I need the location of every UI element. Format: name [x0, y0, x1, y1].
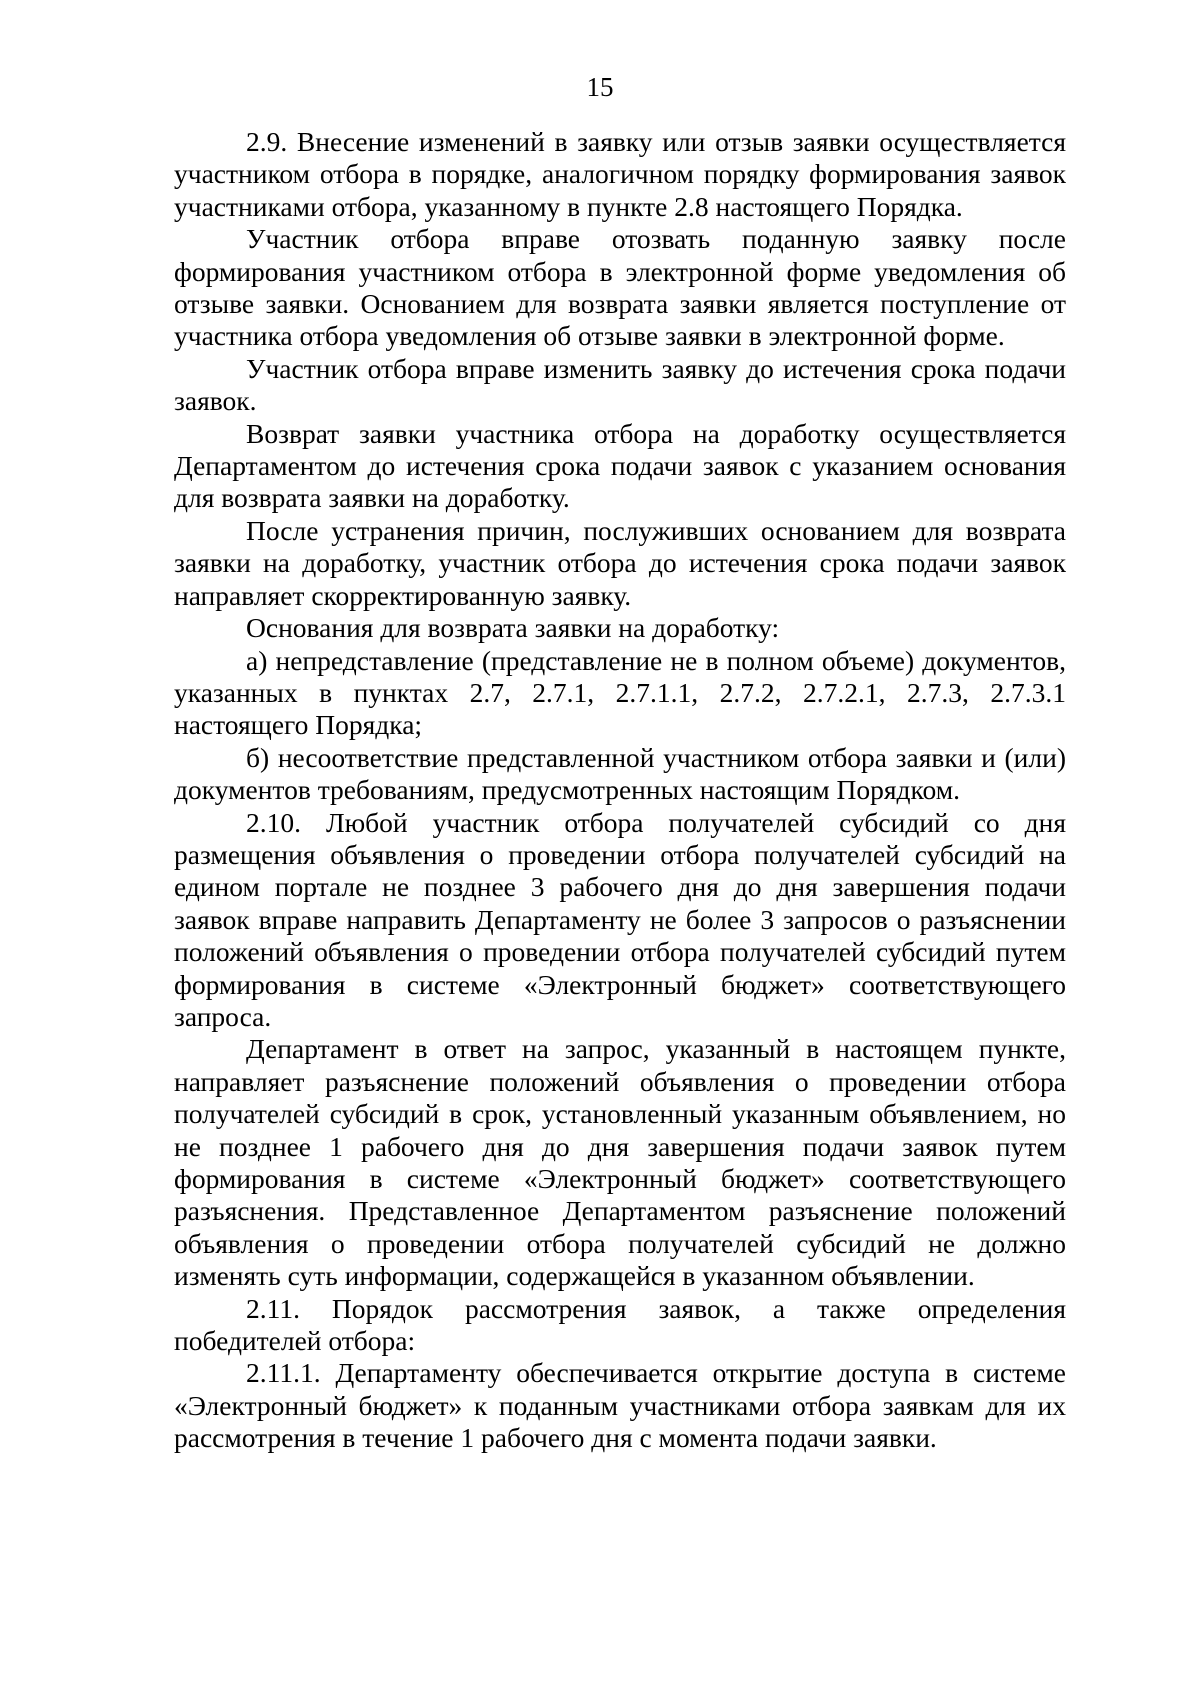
document-body [174, 126, 1066, 1455]
paragraph-2-11-1: 2.11.1. Департаменту обеспечивается открытие доступа в системе «Электронный бюджет» к поданным участниками отбора заявкам для их рассмотрения в течение 1 рабочего дня с момента подачи заявки. [174, 1357, 1066, 1454]
page-number: 15 [586, 72, 614, 102]
paragraph-withdraw-application: Участник отбора вправе отозвать поданную заявку после формирования участником отбора в электронной форме уведомления об отзыве заявки. Основанием для возврата заявки является поступление от участника отбора уведомления об отзыве заявки в электронной форме. [174, 223, 1066, 352]
paragraph-change-application: Участник отбора вправе изменить заявку до истечения срока подачи заявок. [174, 352, 1066, 417]
paragraph-2-11: 2.11. Порядок рассмотрения заявок, а также определения победителей отбора: [174, 1292, 1066, 1357]
paragraph-department-response: Департамент в ответ на запрос, указанный в настоящем пункте, направляет разъяснение положений объявления о проведении отбора получателей субсидий в срок, установленный указанным объявлением, но не позднее 1 рабочего дня до дня завершения подачи заявок путем формирования в системе «Электронный бюджет» соответствующего разъяснения. Представленное Департаментом разъяснение положений объявления о проведении отбора получателей субсидий не должно изменять суть информации, содержащейся в указанном объявлении. [174, 1033, 1066, 1292]
paragraph-ground-b: б) несоответствие представленной участником отбора заявки и (или) документов требованиям, предусмотренных настоящим Порядком. [174, 741, 1066, 806]
paragraph-after-elimination: После устранения причин, послуживших основанием для возврата заявки на доработку, участник отбора до истечения срока подачи заявок направляет скорректированную заявку. [174, 514, 1066, 611]
paragraph-2-10: 2.10. Любой участник отбора получателей субсидий со дня размещения объявления о проведении отбора получателей субсидий на едином портале не позднее 3 рабочего дня до дня завершения подачи заявок вправе направить Департаменту не более 3 запросов о разъяснении положений объявления о проведении отбора получателей субсидий путем формирования в системе «Электронный бюджет» соответствующего запроса. [174, 806, 1066, 1032]
paragraph-return-grounds: Основания для возврата заявки на доработку: [246, 612, 780, 644]
paragraph-return-for-revision: Возврат заявки участника отбора на доработку осуществляется Департаментом до истечения срока подачи заявок с указанием основания для возврата заявки на доработку. [174, 417, 1066, 514]
paragraph-ground-a: а) непредставление (представление не в полном объеме) документов, указанных в пунктах 2.7, 2.7.1, 2.7.1.1, 2.7.2, 2.7.2.1, 2.7.3, 2.7.3.1 настоящего Порядка; [174, 644, 1066, 741]
paragraph-2-9: 2.9. Внесение изменений в заявку или отзыв заявки осуществляется участником отбора в порядке, аналогичном порядку формирования заявок участниками отбора, указанному в пункте 2.8 настоящего Порядка. [174, 126, 1066, 222]
